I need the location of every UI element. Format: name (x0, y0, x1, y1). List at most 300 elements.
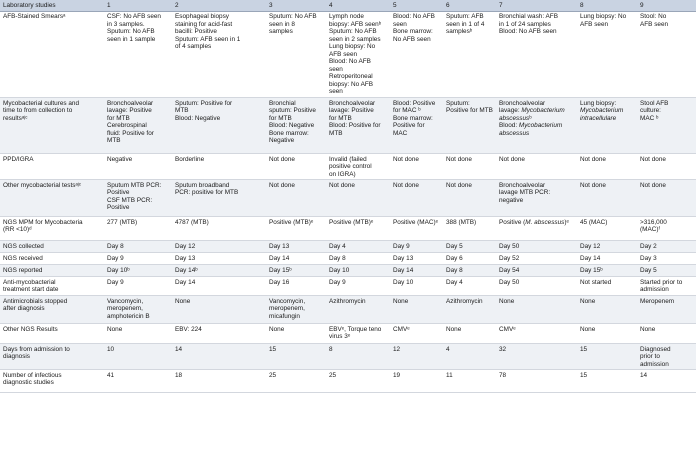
row-label-line: Anti-mycobacterial (3, 278, 56, 286)
cell-text-line: Day 14 (269, 254, 290, 262)
cell-text-line: seen in 2 samples (329, 35, 381, 43)
cell-case-9 (637, 370, 696, 393)
cell-text-line: Not done (640, 155, 666, 163)
cell-text-line: EBVᵉ, Torque teno (329, 325, 382, 333)
cell-case-4 (326, 324, 390, 344)
cell-case-7 (496, 241, 577, 253)
cell-case-7 (496, 180, 577, 217)
cell-case-1 (104, 180, 172, 217)
cell-text-line: Day 4 (446, 278, 463, 286)
cell-text-line: Day 9 (107, 254, 124, 262)
cell-case-2 (172, 253, 266, 265)
cell-text-line: Cerebrospinal (107, 122, 147, 130)
table-row-treatment-start-date (0, 277, 696, 296)
row-label (0, 253, 104, 265)
cell-text-line: seen (329, 65, 343, 73)
cell-text-line: Not done (269, 181, 295, 189)
cell-text-line: Day 8 (446, 266, 463, 274)
cell-case-9 (637, 253, 696, 265)
table-row-ngs-reported (0, 265, 696, 277)
cell-text-line: Stool: No (640, 13, 667, 20)
cell-case-3 (266, 324, 326, 344)
cell-case-9 (637, 265, 696, 277)
cell-text-line: MAC (393, 129, 408, 137)
row-label-line: Other NGS Results (3, 325, 58, 333)
cell-case-9 (637, 296, 696, 324)
cell-case-4 (326, 296, 390, 324)
cell-text-line: Negative (269, 137, 295, 145)
cell-text-line: 4 (446, 345, 450, 353)
cell-case-5 (390, 217, 443, 241)
cell-case-5 (390, 154, 443, 180)
cell-text-line: Day 3 (640, 254, 657, 262)
cell-text-line: 78 (499, 371, 507, 379)
table-row-ngs-received (0, 253, 696, 265)
header-case-4: 4 (326, 0, 390, 11)
header-case-3: 3 (266, 0, 326, 11)
cell-text-line: Day 13 (175, 254, 196, 262)
cell-case-8 (577, 277, 637, 296)
cell-case-2 (172, 180, 266, 217)
cell-case-8 (577, 241, 637, 253)
row-label-line: NGS collected (3, 242, 44, 250)
cell-case-7 (496, 217, 577, 241)
cell-text-line: Day 2 (640, 242, 657, 250)
cell-text-line: None (393, 297, 409, 305)
cell-case-6 (443, 253, 496, 265)
cell-text-line: Day 16 (269, 278, 290, 286)
cell-text-line: Blood: Positive for (329, 122, 381, 130)
cell-text-line: 25 (269, 371, 277, 379)
cell-case-9 (637, 324, 696, 344)
cell-text-line: PCR: positive for MTB (175, 189, 239, 197)
cell-text-line: Sputum MTB PCR: (107, 181, 162, 189)
cell-text-line: Not done (393, 181, 419, 189)
cell-text-line: Day 14 (393, 266, 414, 274)
cell-text-line: seen in 8 (269, 20, 295, 28)
cell-text-line: for MAC ᵇ (393, 107, 421, 115)
cell-case-8 (577, 180, 637, 217)
cell-text-line: Day 15ᵇ (580, 266, 603, 274)
cell-case-7 (496, 324, 577, 344)
cell-text-line: seen in 1 sample (107, 35, 156, 43)
cell-case-9 (637, 98, 696, 154)
cell-text-line: sputum: Positive (269, 107, 316, 115)
cell-case-8 (577, 344, 637, 370)
cell-case-6 (443, 277, 496, 296)
cell-case-8 (577, 370, 637, 393)
cell-case-6 (443, 265, 496, 277)
cell-text-line: Day 10ᵇ (107, 266, 130, 274)
cell-text-line: Blood: No AFB (329, 58, 371, 66)
cell-text-line: CSF: No AFB seen (107, 13, 161, 20)
cell-case-6 (443, 180, 496, 217)
header-case-7: 7 (496, 0, 577, 11)
cell-text-line: Day 14 (580, 254, 601, 262)
cell-case-4 (326, 154, 390, 180)
cell-text-line: Bronchoalveolar (499, 99, 546, 107)
cell-case-1 (104, 241, 172, 253)
cell-text-line: 15 (580, 371, 588, 379)
table-row-afb-stained-smears (0, 11, 696, 98)
cell-case-6 (443, 154, 496, 180)
cell-text-line: micafungin (269, 312, 300, 320)
cell-text-line: Bronchoalveolar (107, 99, 154, 107)
cell-text-line: virus 3ᵉ (329, 333, 351, 341)
cell-text-line: intracellulare (580, 114, 617, 122)
cell-case-5 (390, 98, 443, 154)
row-label-line: AFB-Stained Smearsᵃ (3, 13, 66, 20)
cell-text-line: Sputum: No AFB (269, 13, 317, 20)
cell-case-7 (496, 344, 577, 370)
row-label-line: treatment start date (3, 286, 59, 294)
cell-text-line: MTB (329, 129, 343, 137)
header-case-8: 8 (577, 0, 637, 11)
cell-text-line: Positive for (393, 122, 425, 130)
cell-case-5 (390, 370, 443, 393)
cell-case-6 (443, 344, 496, 370)
cell-case-1 (104, 253, 172, 265)
cell-text-line: AFB seen (640, 20, 669, 28)
cell-text-line: Day 14ᵇ (175, 266, 198, 274)
row-label-line: NGS received (3, 254, 43, 262)
cell-case-6 (443, 324, 496, 344)
row-label-line: (RR <10)ᵈ (3, 226, 32, 234)
row-label (0, 180, 104, 217)
cell-case-2 (172, 277, 266, 296)
cell-case-9 (637, 180, 696, 217)
cell-case-3 (266, 154, 326, 180)
cell-text-line: Day 54 (499, 266, 520, 274)
cell-text-line: staining for acid-fast (175, 20, 233, 28)
cell-case-3 (266, 265, 326, 277)
row-label (0, 265, 104, 277)
cell-text-line: Lung biopsy: No (580, 13, 627, 20)
cell-case-6 (443, 98, 496, 154)
cell-case-9 (637, 241, 696, 253)
cell-case-6 (443, 241, 496, 253)
cell-text-line: None (499, 297, 515, 305)
table-row-other-ngs-results (0, 324, 696, 344)
cell-text-line: Diagnosed (640, 345, 671, 353)
cell-case-8 (577, 296, 637, 324)
row-label-line: NGS MPM for Mycobacteria (3, 218, 83, 226)
cell-text-line: lavage MTB PCR: (499, 189, 551, 197)
cell-text-line: None (107, 325, 123, 333)
cell-text-line: Started prior to (640, 278, 683, 286)
row-label-line: time to from collection to (3, 107, 73, 115)
cell-text-line: Day 12 (580, 242, 601, 250)
cell-text-line: Sputum broadband (175, 181, 230, 189)
cell-text-line: EBV: 224 (175, 325, 202, 333)
cell-text-line: Vancomycin, (107, 297, 144, 305)
cell-case-7 (496, 154, 577, 180)
cell-text-line: None (175, 297, 191, 305)
cell-text-line: meropenem, (269, 305, 305, 313)
row-label-line: Antimicrobials stopped (3, 297, 68, 305)
cell-text-line: Sputum: AFB (446, 13, 484, 20)
cell-case-7 (496, 277, 577, 296)
header-case-9: 9 (637, 0, 696, 11)
cell-text-line: Day 5 (446, 242, 463, 250)
cell-text-line: Not done (580, 155, 606, 163)
cell-text-line: 277 (MTB) (107, 218, 138, 226)
cell-case-5 (390, 277, 443, 296)
cell-text-line: Blood: Mycobacterium (499, 122, 563, 130)
cell-text-line: None (640, 325, 656, 333)
cell-text-line: Day 15ᵇ (269, 266, 292, 274)
row-label-line: Number of infectious (3, 371, 62, 379)
cell-text-line: samples (269, 28, 293, 36)
cell-case-3 (266, 253, 326, 265)
row-label-line: diagnostic studies (3, 379, 54, 387)
cell-text-line: Not done (580, 181, 606, 189)
cell-text-line: Day 14 (175, 278, 196, 286)
row-label-line: Days from admission to (3, 345, 70, 353)
header-case-5: 5 (390, 0, 443, 11)
cell-text-line: 12 (393, 345, 401, 353)
cell-case-2 (172, 344, 266, 370)
cell-case-8 (577, 217, 637, 241)
cell-case-2 (172, 241, 266, 253)
cell-case-8 (577, 324, 637, 344)
cell-case-3 (266, 180, 326, 217)
row-label-line: resultsᵃʲᶜ (3, 114, 28, 122)
cell-text-line: negative (499, 196, 524, 204)
cell-text-line: Positive (MTB)ᵉ (269, 218, 314, 226)
cell-text-line: MTB (175, 107, 189, 115)
row-label-line: Mycobacterial cultures and (3, 99, 80, 107)
cell-text-line: Day 10 (329, 266, 350, 274)
cell-text-line: biopsy: AFB seenᵇ (329, 20, 382, 28)
cell-text-line: Blood: Positive (393, 99, 436, 107)
cell-text-line: Negative (107, 155, 133, 163)
cell-text-line: MAC ᵇ (640, 114, 659, 122)
cell-text-line: in 3 samples. (107, 20, 145, 28)
cell-text-line: 18 (175, 371, 183, 379)
cell-case-2 (172, 154, 266, 180)
cell-text-line: Bone marrow: (393, 28, 433, 36)
cell-case-6 (443, 296, 496, 324)
cell-text-line: Not done (446, 181, 472, 189)
table-row-number-of-studies (0, 370, 696, 393)
cell-case-1 (104, 370, 172, 393)
row-label (0, 11, 104, 98)
cell-case-7 (496, 253, 577, 265)
table-row-days-to-diagnosis (0, 344, 696, 370)
cell-case-4 (326, 370, 390, 393)
cell-text-line: CMVᵉ (499, 325, 516, 333)
cell-text-line: Not done (499, 155, 525, 163)
cell-case-4 (326, 265, 390, 277)
cell-text-line: None (446, 325, 462, 333)
cell-text-line: Sputum: No AFB (107, 28, 155, 36)
cell-text-line: admission (640, 286, 669, 294)
cell-text-line: Not started (580, 278, 612, 286)
cell-text-line: (MAC)ᶠ (640, 226, 660, 234)
cell-text-line: Bronchial (269, 99, 296, 107)
row-label (0, 370, 104, 393)
cell-case-2 (172, 370, 266, 393)
cell-case-1 (104, 277, 172, 296)
cell-case-7 (496, 11, 577, 98)
cell-text-line: meropenem, (107, 305, 143, 313)
cell-case-5 (390, 324, 443, 344)
cell-text-line: Sputum: AFB seen in 1 (175, 35, 241, 43)
cell-case-4 (326, 241, 390, 253)
cell-case-3 (266, 98, 326, 154)
cell-text-line: seen (329, 88, 343, 96)
cell-case-3 (266, 277, 326, 296)
cell-case-6 (443, 370, 496, 393)
cell-case-8 (577, 98, 637, 154)
cell-case-1 (104, 98, 172, 154)
header-laboratory-studies: Laboratory studies (0, 0, 104, 11)
cell-text-line: AFB seen (329, 50, 358, 58)
cell-text-line: 15 (269, 345, 277, 353)
cell-text-line: Mycobacterium (580, 107, 624, 115)
cell-text-line: Positive (107, 204, 130, 212)
cell-case-5 (390, 344, 443, 370)
cell-text-line: Not done (329, 181, 355, 189)
cell-text-line: 25 (329, 371, 337, 379)
row-label (0, 344, 104, 370)
table-row-other-mycobacterial-tests (0, 180, 696, 217)
cell-text-line: Not done (393, 155, 419, 163)
cell-text-line: Blood: No AFB seen (499, 28, 557, 36)
cell-text-line: Invalid (failed (329, 155, 367, 163)
header-case-1: 1 (104, 0, 172, 11)
row-label (0, 324, 104, 344)
cell-text-line: Not done (446, 155, 472, 163)
cell-case-1 (104, 265, 172, 277)
cell-text-line: MTB (107, 137, 121, 145)
cell-case-5 (390, 296, 443, 324)
cell-text-line: Bronchoalveolar (499, 181, 546, 189)
cell-text-line: AFB seen (580, 20, 609, 28)
cell-text-line: 15 (580, 345, 588, 353)
cell-text-line: Retroperitoneal (329, 73, 373, 81)
cell-text-line: None (580, 297, 596, 305)
cell-text-line: Lymph node (329, 13, 364, 20)
cell-text-line: Positive (107, 189, 130, 197)
cell-text-line: seen (393, 20, 407, 28)
cell-case-3 (266, 217, 326, 241)
cell-text-line: Day 6 (446, 254, 463, 262)
cell-case-4 (326, 98, 390, 154)
cell-text-line: Day 9 (107, 278, 124, 286)
cell-text-line: Day 8 (107, 242, 124, 250)
cell-text-line: samplesᵇ (446, 28, 473, 36)
cell-case-8 (577, 265, 637, 277)
table-row-ppd-igra (0, 154, 696, 180)
cell-case-6 (443, 217, 496, 241)
cell-case-9 (637, 217, 696, 241)
cell-case-2 (172, 265, 266, 277)
cell-text-line: Day 52 (499, 254, 520, 262)
cell-text-line: 41 (107, 371, 115, 379)
cell-text-line: 8 (329, 345, 333, 353)
cell-text-line: Not done (640, 181, 666, 189)
cell-case-2 (172, 98, 266, 154)
cell-case-4 (326, 277, 390, 296)
cell-text-line: for MTB (329, 114, 352, 122)
cell-text-line: Day 5 (640, 266, 657, 274)
cell-text-line: Blood: Negative (175, 114, 221, 122)
row-label (0, 277, 104, 296)
header-case-6: 6 (443, 0, 496, 11)
cell-text-line: positive control (329, 163, 372, 171)
cell-text-line: Day 4 (329, 242, 346, 250)
cell-text-line: Positive for MTB (446, 107, 493, 115)
cell-case-2 (172, 296, 266, 324)
cell-case-7 (496, 296, 577, 324)
cell-text-line: 19 (393, 371, 401, 379)
table-row-ngs-mpm (0, 217, 696, 241)
cell-text-line: bacilli: Positive (175, 28, 217, 36)
cell-text-line: Not done (269, 155, 295, 163)
cell-text-line: Lung biopsy: No (329, 43, 376, 51)
cell-case-1 (104, 296, 172, 324)
cell-text-line: Lung biopsy: (580, 99, 617, 107)
cell-case-3 (266, 241, 326, 253)
cell-text-line: Bone marrow: (393, 114, 433, 122)
cell-text-line: Vancomycin, (269, 297, 306, 305)
cell-text-line: Day 9 (393, 242, 410, 250)
cell-text-line: CMVᵉ (393, 325, 410, 333)
cell-case-8 (577, 253, 637, 265)
cell-case-4 (326, 180, 390, 217)
cell-case-3 (266, 370, 326, 393)
cell-text-line: 11 (446, 371, 453, 379)
cell-text-line: lavage: Mycobacterium (499, 107, 565, 115)
cell-text-line: 4787 (MTB) (175, 218, 209, 226)
cell-text-line: >316,000 (640, 218, 667, 226)
cell-text-line: lavage: Positive (107, 107, 152, 115)
cell-text-line: Day 12 (175, 242, 196, 250)
cell-case-2 (172, 11, 266, 98)
cell-text-line: of 4 samples (175, 43, 212, 51)
cell-text-line: fluid: Positive for (107, 129, 154, 137)
cell-text-line: Positive (M. abscessus)ᵉ (499, 218, 569, 226)
cell-case-9 (637, 344, 696, 370)
cell-case-1 (104, 11, 172, 98)
cell-text-line: Positive (MTB)ᵉ (329, 218, 374, 226)
cell-text-line: 45 (MAC) (580, 218, 608, 226)
cell-case-5 (390, 253, 443, 265)
cell-text-line: Esophageal biopsy (175, 13, 230, 20)
table-row-mycobacterial-cultures (0, 98, 696, 154)
cell-text-line: 14 (175, 345, 183, 353)
cell-text-line: None (580, 325, 596, 333)
cell-case-1 (104, 324, 172, 344)
cell-case-7 (496, 370, 577, 393)
cell-text-line: Bone marrow: (269, 129, 309, 137)
cell-case-9 (637, 11, 696, 98)
cell-case-2 (172, 217, 266, 241)
cell-text-line: Day 9 (329, 278, 346, 286)
cell-text-line: amphotericin B (107, 312, 150, 320)
cell-case-4 (326, 344, 390, 370)
cell-case-8 (577, 11, 637, 98)
cell-text-line: Day 50 (499, 278, 520, 286)
cell-text-line: abscessusᵇ (499, 114, 532, 122)
cell-text-line: Sputum: Positive for (175, 99, 233, 107)
cell-text-line: Azithromycin (446, 297, 483, 305)
row-label (0, 217, 104, 241)
cell-text-line: prior to (640, 353, 660, 361)
row-label (0, 98, 104, 154)
